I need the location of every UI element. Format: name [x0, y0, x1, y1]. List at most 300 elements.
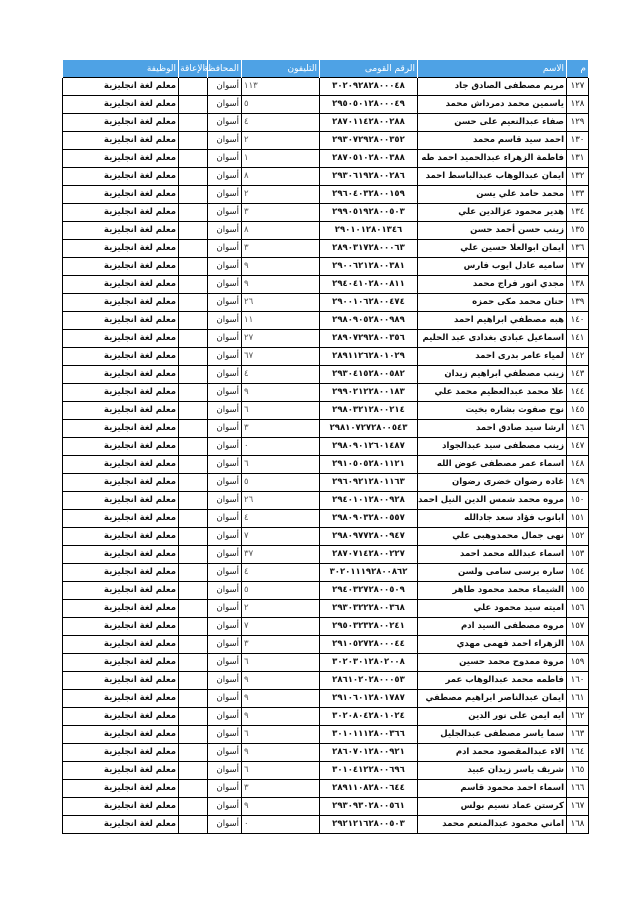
row-governorate: أسوان — [208, 402, 242, 420]
row-phone: ٠ — [242, 438, 320, 456]
row-job: معلم لغة انجليزية — [63, 816, 179, 834]
table-row — [63, 240, 589, 258]
row-name: هبه مصطفي ابراهيم احمد — [418, 312, 567, 330]
row-governorate: أسوان — [208, 600, 242, 618]
row-governorate: أسوان — [208, 798, 242, 816]
row-disability — [179, 816, 208, 834]
header-no: م — [567, 60, 589, 78]
row-phone: ٩ — [242, 258, 320, 276]
row-name: الزهراء احمد فهمى مهدي — [418, 636, 567, 654]
row-job: معلم لغة انجليزية — [63, 672, 179, 690]
row-governorate: أسوان — [208, 780, 242, 798]
row-national-id: ٢٨٩٠٣١٧٢٨٠٠٠٦٣ — [320, 240, 418, 258]
table-row — [63, 150, 589, 168]
row-number: ١٣٥ — [567, 222, 589, 240]
row-phone: ٩ — [242, 672, 320, 690]
row-national-id: ٢٩٤٠٣٢٧٢٨٠٠٥٠٩ — [320, 582, 418, 600]
table-row — [63, 618, 589, 636]
row-number: ١٤٨ — [567, 456, 589, 474]
row-disability — [179, 456, 208, 474]
row-name: ابانوب فؤاد سعد جادالله — [418, 510, 567, 528]
row-number: ١٣٩ — [567, 294, 589, 312]
row-phone: ٤ — [242, 366, 320, 384]
row-national-id: ٢٩٠١٠١٢٨٠١٣٤٦ — [320, 222, 418, 240]
table-row — [63, 564, 589, 582]
row-national-id: ٢٩٣٠٧٢٩٢٨٠٠٣٥٢ — [320, 132, 418, 150]
row-national-id: ٢٩٨٠٩٠١٢٦٠١٤٨٧ — [320, 438, 418, 456]
table-row — [63, 438, 589, 456]
employees-table — [62, 60, 589, 834]
row-governorate: أسوان — [208, 582, 242, 600]
table-row — [63, 708, 589, 726]
row-disability — [179, 150, 208, 168]
row-governorate: أسوان — [208, 654, 242, 672]
row-disability — [179, 240, 208, 258]
row-job: معلم لغة انجليزية — [63, 150, 179, 168]
row-number: ١٤٢ — [567, 348, 589, 366]
table-row — [63, 510, 589, 528]
row-number: ١٥٧ — [567, 618, 589, 636]
row-job: معلم لغة انجليزية — [63, 384, 179, 402]
row-national-id: ٢٩٨٠٩٧٧٢٨٠٠٩٤٧ — [320, 528, 418, 546]
row-disability — [179, 636, 208, 654]
row-number: ١٥٨ — [567, 636, 589, 654]
row-phone: ٦ — [242, 762, 320, 780]
row-number: ١٤٤ — [567, 384, 589, 402]
row-phone: ٤ — [242, 114, 320, 132]
row-phone: ٦ — [242, 726, 320, 744]
row-governorate: أسوان — [208, 222, 242, 240]
row-national-id: ٢٩٨١٠٧٢٧٢٨٠٠٥٤٣ — [320, 420, 418, 438]
row-name: محمد حامد علي يسن — [418, 186, 567, 204]
header-row — [63, 60, 589, 78]
row-national-id: ٢٩٤٠٤١٠٢٨٠٠٨١١ — [320, 276, 418, 294]
row-disability — [179, 690, 208, 708]
table-row — [63, 654, 589, 672]
row-phone: ٠ — [242, 816, 320, 834]
row-national-id: ٢٩٥٠٥٠١٢٨٠٠٠٤٩ — [320, 96, 418, 114]
row-phone: ٩ — [242, 744, 320, 762]
row-name: كرستن عماد نسيم بولس — [418, 798, 567, 816]
row-name: مريم مصطفى الصادق جاد — [418, 78, 567, 96]
row-job: معلم لغة انجليزية — [63, 258, 179, 276]
row-name: غاده رضوان خضرى رضوان — [418, 474, 567, 492]
row-national-id: ٢٨٧٠١١٤٢٨٠٠٢٨٨ — [320, 114, 418, 132]
row-number: ١٣٦ — [567, 240, 589, 258]
row-national-id: ٢٩٢١٢١٦٢٨٠٠٥٠٣ — [320, 816, 418, 834]
row-job: معلم لغة انجليزية — [63, 204, 179, 222]
table-row — [63, 726, 589, 744]
row-number: ١٦٨ — [567, 816, 589, 834]
row-phone: ٣ — [242, 240, 320, 258]
row-job: معلم لغة انجليزية — [63, 132, 179, 150]
row-governorate: أسوان — [208, 564, 242, 582]
row-governorate: أسوان — [208, 204, 242, 222]
row-governorate: أسوان — [208, 258, 242, 276]
row-national-id: ٢٨٧٠٥١٠٢٨٠٠٣٨٨ — [320, 150, 418, 168]
row-national-id: ٢٩٠٠٦٢١٢٨٠٠٣٨١ — [320, 258, 418, 276]
row-name: حنان محمد مكى حمزه — [418, 294, 567, 312]
row-disability — [179, 132, 208, 150]
row-national-id: ٢٩٨٠٩٠٣٢٨٠٠٥٥٧ — [320, 510, 418, 528]
row-job: معلم لغة انجليزية — [63, 510, 179, 528]
row-number: ١٢٧ — [567, 78, 589, 96]
row-governorate: أسوان — [208, 546, 242, 564]
row-number: ١٥١ — [567, 510, 589, 528]
row-number: ١٤٦ — [567, 420, 589, 438]
row-governorate: أسوان — [208, 618, 242, 636]
row-phone: ٣٧ — [242, 546, 320, 564]
row-name: زينب حسن أحمد حسن — [418, 222, 567, 240]
row-disability — [179, 474, 208, 492]
row-disability — [179, 348, 208, 366]
row-governorate: أسوان — [208, 96, 242, 114]
row-governorate: أسوان — [208, 150, 242, 168]
row-phone: ٢ — [242, 132, 320, 150]
row-job: معلم لغة انجليزية — [63, 330, 179, 348]
row-phone: ٤ — [242, 564, 320, 582]
row-job: معلم لغة انجليزية — [63, 456, 179, 474]
row-name: لمياء عامر بدرى احمد — [418, 348, 567, 366]
table-row — [63, 636, 589, 654]
row-national-id: ٣٠٢٠٣٠١٢٨٠٢٠٠٨ — [320, 654, 418, 672]
row-disability — [179, 744, 208, 762]
row-national-id: ٢٩٦٠٩٢١٢٨٠١١٦٣ — [320, 474, 418, 492]
row-name: الاء عبدالمقصود محمد ادم — [418, 744, 567, 762]
row-number: ١٤٧ — [567, 438, 589, 456]
row-governorate: أسوان — [208, 366, 242, 384]
row-name: ايه ايمن على نور الدين — [418, 708, 567, 726]
row-name: سما ياسر مصطفى عبدالجليل — [418, 726, 567, 744]
table-row — [63, 78, 589, 96]
row-number: ١٦٢ — [567, 708, 589, 726]
table-row — [63, 96, 589, 114]
row-governorate: أسوان — [208, 438, 242, 456]
row-disability — [179, 618, 208, 636]
row-governorate: أسوان — [208, 132, 242, 150]
table-row — [63, 222, 589, 240]
row-phone: ٤ — [242, 510, 320, 528]
row-national-id: ٣٠٢٠٨٠٤٢٨٠١٠٢٤ — [320, 708, 418, 726]
row-phone: ٩ — [242, 798, 320, 816]
row-number: ١٣١ — [567, 150, 589, 168]
row-disability — [179, 186, 208, 204]
row-governorate: أسوان — [208, 348, 242, 366]
row-disability — [179, 564, 208, 582]
header-governorate: المحافظة — [208, 60, 242, 78]
row-governorate: أسوان — [208, 312, 242, 330]
row-phone: ٩ — [242, 708, 320, 726]
table-row — [63, 456, 589, 474]
row-governorate: أسوان — [208, 528, 242, 546]
row-job: معلم لغة انجليزية — [63, 114, 179, 132]
row-disability — [179, 276, 208, 294]
row-national-id: ٢٩٤٠١٠١٢٨٠٠٩٢٨ — [320, 492, 418, 510]
row-disability — [179, 168, 208, 186]
row-number: ١٤٠ — [567, 312, 589, 330]
row-name: مروه مصطفى السيد ادم — [418, 618, 567, 636]
row-job: معلم لغة انجليزية — [63, 276, 179, 294]
row-governorate: أسوان — [208, 762, 242, 780]
row-job: معلم لغة انجليزية — [63, 654, 179, 672]
row-disability — [179, 78, 208, 96]
row-phone: ١١ — [242, 312, 320, 330]
row-number: ١٣٢ — [567, 168, 589, 186]
table-row — [63, 762, 589, 780]
row-job: معلم لغة انجليزية — [63, 528, 179, 546]
row-number: ١٥٥ — [567, 582, 589, 600]
row-disability — [179, 600, 208, 618]
row-governorate: أسوان — [208, 636, 242, 654]
row-national-id: ٣٠٢٠١١١٩٢٨٠٠٨٦٢ — [320, 564, 418, 582]
row-phone: ٨ — [242, 222, 320, 240]
table-row — [63, 474, 589, 492]
row-disability — [179, 654, 208, 672]
table-row — [63, 672, 589, 690]
row-disability — [179, 492, 208, 510]
row-national-id: ٢٩٣٠٤١٥٢٨٠٠٥٨٢ — [320, 366, 418, 384]
row-phone: ٢٦ — [242, 492, 320, 510]
row-disability — [179, 402, 208, 420]
row-national-id: ٢٨٩١١٢٦٢٨٠١٠٢٩ — [320, 348, 418, 366]
row-name: ساره برسى سامى ولسن — [418, 564, 567, 582]
row-number: ١٦٦ — [567, 780, 589, 798]
table-row — [63, 258, 589, 276]
row-phone: ٢ — [242, 600, 320, 618]
row-disability — [179, 222, 208, 240]
table-row — [63, 528, 589, 546]
table-row — [63, 132, 589, 150]
row-job: معلم لغة انجليزية — [63, 168, 179, 186]
table-row — [63, 402, 589, 420]
table-row — [63, 366, 589, 384]
row-phone: ٦ — [242, 402, 320, 420]
row-national-id: ٢٩٥٠٣٢٣٢٨٠٠٢٤١ — [320, 618, 418, 636]
table-row — [63, 744, 589, 762]
row-name: ايمان عبدالناصر ابراهيم مصطفي — [418, 690, 567, 708]
header-disability: الإعاقة — [179, 60, 208, 78]
table-row — [63, 168, 589, 186]
table-row — [63, 798, 589, 816]
row-name: هدير محمود عزالدين علي — [418, 204, 567, 222]
row-disability — [179, 312, 208, 330]
table-row — [63, 780, 589, 798]
row-number: ١٣٠ — [567, 132, 589, 150]
row-national-id: ٣٠١٠٤١٢٢٨٠٠٦٩٦ — [320, 762, 418, 780]
row-governorate: أسوان — [208, 240, 242, 258]
row-governorate: أسوان — [208, 420, 242, 438]
row-national-id: ٢٨٩١١٠٨٢٨٠٠٦٤٤ — [320, 780, 418, 798]
row-job: معلم لغة انجليزية — [63, 96, 179, 114]
row-national-id: ٢٩١٠٦٠١٢٨٠١٧٨٧ — [320, 690, 418, 708]
header-phone: التليفون — [242, 60, 320, 78]
row-name: ساميه عادل ايوب فارس — [418, 258, 567, 276]
table-row — [63, 546, 589, 564]
row-phone: ٢ — [242, 186, 320, 204]
row-governorate: أسوان — [208, 384, 242, 402]
row-number: ١٦٠ — [567, 672, 589, 690]
row-national-id: ٢٩٨٠٩٠٥٢٨٠٠٩٨٩ — [320, 312, 418, 330]
table-row — [63, 582, 589, 600]
table-row — [63, 114, 589, 132]
row-job: معلم لغة انجليزية — [63, 366, 179, 384]
row-number: ١٥٩ — [567, 654, 589, 672]
row-national-id: ٢٩٩٠٥١٩٢٨٠٠٥٠٣ — [320, 204, 418, 222]
row-job: معلم لغة انجليزية — [63, 726, 179, 744]
row-phone: ٩ — [242, 690, 320, 708]
row-phone: ٩ — [242, 384, 320, 402]
row-national-id: ٢٩١٠٥٢٧٢٨٠٠٠٤٤ — [320, 636, 418, 654]
table-row — [63, 600, 589, 618]
row-job: معلم لغة انجليزية — [63, 636, 179, 654]
row-disability — [179, 762, 208, 780]
row-national-id: ٢٩٦٠٤٠٣٢٨٠٠١٥٩ — [320, 186, 418, 204]
table-row — [63, 294, 589, 312]
row-national-id: ٢٩٩٠٢١٢٢٨٠٠١٨٣ — [320, 384, 418, 402]
row-number: ١٦٣ — [567, 726, 589, 744]
row-national-id: ٢٩٣٠٦١٩٢٨٠٠٢٨٦ — [320, 168, 418, 186]
row-job: معلم لغة انجليزية — [63, 798, 179, 816]
row-phone: ٣ — [242, 204, 320, 222]
row-name: الشيماء محمد محمود طاهر — [418, 582, 567, 600]
row-national-id: ٣٠١٠١١١٢٨٠٠٣٦٦ — [320, 726, 418, 744]
row-disability — [179, 546, 208, 564]
row-disability — [179, 204, 208, 222]
table-row — [63, 690, 589, 708]
row-disability — [179, 258, 208, 276]
row-name: مروة ممدوح محمد حسين — [418, 654, 567, 672]
row-disability — [179, 798, 208, 816]
row-name: ارشا سيد صادق احمد — [418, 420, 567, 438]
row-number: ١٥٦ — [567, 600, 589, 618]
row-name: ايمان عبدالوهاب عبدالباسط احمد — [418, 168, 567, 186]
row-job: معلم لغة انجليزية — [63, 312, 179, 330]
row-name: اسماء عبدالله محمد احمد — [418, 546, 567, 564]
table-row — [63, 420, 589, 438]
row-phone: ٣ — [242, 420, 320, 438]
row-national-id: ٢٨٦١٠٢٠٢٨٠٠٠٥٣ — [320, 672, 418, 690]
row-name: اماني محمود عبدالمنعم محمد — [418, 816, 567, 834]
row-name: ياسمين محمد دمرداش محمد — [418, 96, 567, 114]
row-governorate: أسوان — [208, 690, 242, 708]
row-governorate: أسوان — [208, 186, 242, 204]
row-disability — [179, 672, 208, 690]
row-phone: ٥ — [242, 582, 320, 600]
row-job: معلم لغة انجليزية — [63, 222, 179, 240]
row-number: ١٥٠ — [567, 492, 589, 510]
row-phone: ٣ — [242, 636, 320, 654]
row-number: ١٥٢ — [567, 528, 589, 546]
row-job: معلم لغة انجليزية — [63, 690, 179, 708]
row-governorate: أسوان — [208, 492, 242, 510]
row-governorate: أسوان — [208, 816, 242, 834]
row-job: معلم لغة انجليزية — [63, 348, 179, 366]
row-phone: ٥ — [242, 96, 320, 114]
table-row — [63, 384, 589, 402]
table-row — [63, 276, 589, 294]
row-number: ١٤٩ — [567, 474, 589, 492]
row-phone: ٦٧ — [242, 348, 320, 366]
row-disability — [179, 366, 208, 384]
row-name: مجدي انور فراج محمد — [418, 276, 567, 294]
row-job: معلم لغة انجليزية — [63, 78, 179, 96]
row-phone: ٢٦ — [242, 294, 320, 312]
row-number: ١٣٨ — [567, 276, 589, 294]
row-job: معلم لغة انجليزية — [63, 294, 179, 312]
row-governorate: أسوان — [208, 474, 242, 492]
row-disability — [179, 438, 208, 456]
row-number: ١٦٤ — [567, 744, 589, 762]
row-name: فاطمة الزهراء عبدالحميد احمد طه — [418, 150, 567, 168]
row-number: ١٦٧ — [567, 798, 589, 816]
row-job: معلم لغة انجليزية — [63, 582, 179, 600]
row-job: معلم لغة انجليزية — [63, 546, 179, 564]
row-name: علا محمد عبدالعظيم محمد علي — [418, 384, 567, 402]
row-governorate: أسوان — [208, 726, 242, 744]
row-governorate: أسوان — [208, 168, 242, 186]
row-national-id: ٢٨٧٠٧١٤٢٨٠٠٢٢٧ — [320, 546, 418, 564]
row-phone: ٧ — [242, 618, 320, 636]
row-governorate: أسوان — [208, 294, 242, 312]
row-phone: ٢٧ — [242, 330, 320, 348]
row-number: ١٢٩ — [567, 114, 589, 132]
row-number: ١٣٧ — [567, 258, 589, 276]
row-job: معلم لغة انجليزية — [63, 762, 179, 780]
table-row — [63, 312, 589, 330]
row-disability — [179, 420, 208, 438]
row-name: اميته سيد محمود علي — [418, 600, 567, 618]
row-disability — [179, 114, 208, 132]
row-job: معلم لغة انجليزية — [63, 438, 179, 456]
table-row — [63, 492, 589, 510]
row-job: معلم لغة انجليزية — [63, 744, 179, 762]
row-disability — [179, 96, 208, 114]
row-national-id: ٢٩١٠٥٠٥٢٨٠١١٢١ — [320, 456, 418, 474]
table-row — [63, 816, 589, 834]
row-name: نوح صفوت بشاره بخيت — [418, 402, 567, 420]
row-name: ايمان ابوالعلا حسين علي — [418, 240, 567, 258]
header-name: الاسم — [418, 60, 567, 78]
row-phone: ١١٣ — [242, 78, 320, 96]
row-national-id: ٢٩٣٠٣٢٢٢٨٠٠٣٦٨ — [320, 600, 418, 618]
row-job: معلم لغة انجليزية — [63, 420, 179, 438]
row-number: ١٦١ — [567, 690, 589, 708]
row-phone: ٥ — [242, 474, 320, 492]
row-national-id: ٢٨٦٠٧٠١٢٨٠٠٩٢١ — [320, 744, 418, 762]
row-job: معلم لغة انجليزية — [63, 780, 179, 798]
row-job: معلم لغة انجليزية — [63, 600, 179, 618]
row-governorate: أسوان — [208, 708, 242, 726]
row-number: ١٤٥ — [567, 402, 589, 420]
row-national-id: ٢٩٨٠٣٢١٢٨٠٠٢١٤ — [320, 402, 418, 420]
row-governorate: أسوان — [208, 510, 242, 528]
row-number: ١٥٤ — [567, 564, 589, 582]
row-disability — [179, 780, 208, 798]
row-job: معلم لغة انجليزية — [63, 474, 179, 492]
row-governorate: أسوان — [208, 672, 242, 690]
row-job: معلم لغة انجليزية — [63, 492, 179, 510]
row-number: ١٣٣ — [567, 186, 589, 204]
row-name: اسماء احمد محمود قاسم — [418, 780, 567, 798]
row-job: معلم لغة انجليزية — [63, 240, 179, 258]
row-phone: ٦ — [242, 654, 320, 672]
row-national-id: ٣٠٢٠٩٢٨٢٨٠٠٠٤٨ — [320, 78, 418, 96]
row-number: ١٥٣ — [567, 546, 589, 564]
row-phone: ٨ — [242, 168, 320, 186]
row-number: ١٣٤ — [567, 204, 589, 222]
row-governorate: أسوان — [208, 330, 242, 348]
row-governorate: أسوان — [208, 456, 242, 474]
